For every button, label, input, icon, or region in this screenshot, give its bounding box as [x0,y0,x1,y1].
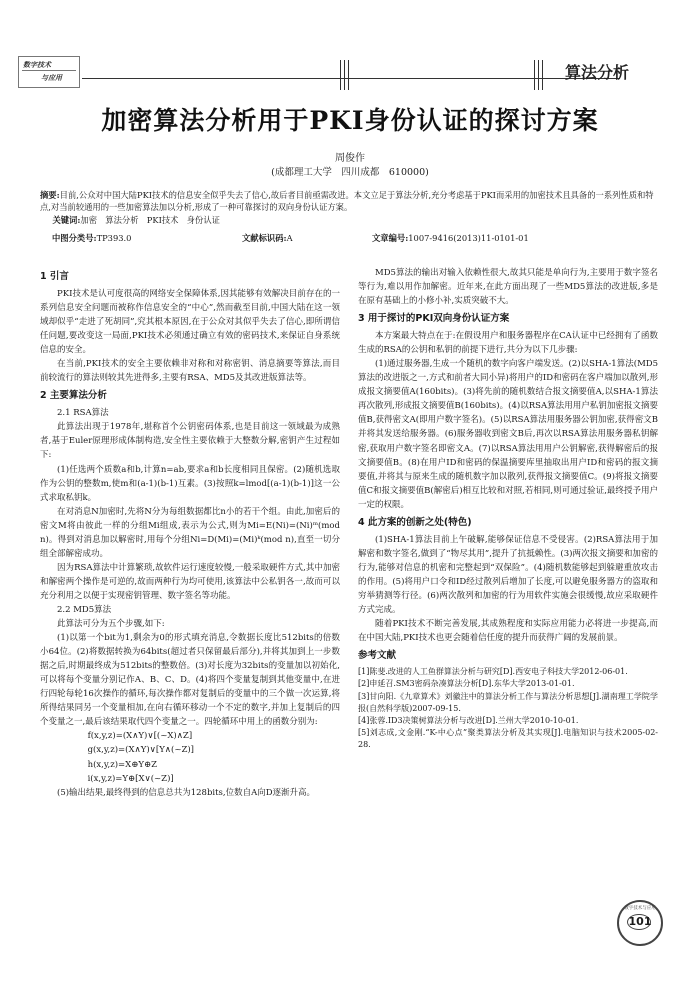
page-number: 101 [628,915,652,928]
page-header [0,0,700,95]
reference-item: [2]申延召.SM3密码杂凑算法分析[D].东华大学2013-01-01. [358,679,575,689]
heading-scheme: 3 用于探讨的PKI双向身份认证方案 [358,313,510,325]
journal-logo [18,56,80,88]
heading-introduction: 1 引言 [40,271,69,282]
header-bar-marks-right [534,60,562,90]
article-author: 周俊作 [335,153,365,164]
paragraph: PKI技术是认可度很高的网络安全保障体系,因其能够有效解决目前存在的一系列信息安全问题而被称作信息安全的“中心”,然而截至目前,中国大陆在这一领域却似乎“走进了死胡同”,究其根本原因,在于公众对其似乎失去了信心,即所谓信任问题,要改变这一局面,PKI技术必须通过确立有效的密码技术,来保证自身系统信息的安全。 [40,289,340,356]
keywords-label: 关键词: [52,214,81,225]
article-id-value: 1007-9416(2013)11-0101-01 [408,233,529,243]
reference-list [358,666,658,751]
logo-divider [22,70,76,71]
reference-item: [4]张蓉.ID3决策树算法分析与改进[D].兰州大学2010-10-01. [358,715,579,725]
paragraph: 此算法出现于1978年,堪称首个公钥密码体系,也是目前这一领域最为成熟者,基于Euler原理形成体制构造,安全性主要依赖于大整数分解,密钥产生过程如下: [40,422,340,461]
section-label: 算法分析 [565,63,630,82]
article-title: 加密算法分析用于PKI身份认证的探讨方案 [101,106,599,135]
page-number-badge [617,900,663,946]
paragraph: (1)任选两个质数a和b,计算n=ab,要求a和b长度相同且保密。(2)随机选取作为公钥的整数m,使m和(a-1)(b-1)互素。(3)按照k=lmod[(a-1)(b-1)]这一公式求取私钥k。 [40,464,340,503]
heading-algorithms: 2 主要算法分析 [40,390,107,402]
heading-innovation: 4 此方案的创新之处(特色) [358,516,472,528]
abstract-text: 目前,公众对中国大陆PKI技术的信息安全似乎失去了信心,故后者目前亟需改进。本文立足于算法分析,充分考虑基于PKI而采用的加密技术且具备的一系列性质和特点,对当前较通用的一些加密算法加以分析,形成了一种可靠探讨的双向身份认证方案。 [40,190,654,213]
article-id [372,232,529,244]
clc-number [52,232,131,244]
subheading-md5: 2.2 MD5算法 [57,604,112,615]
reference-item: [3]甘向阳.《九章算术》刘徽注中的算法分析工作与算法分析思想[J].湖南理工学院学报(自然科学版)2007-09-15. [358,691,658,713]
journal-logo-line1: 数字技术 [23,60,51,69]
keywords [40,214,660,226]
paragraph: 在对消息N加密时,先将N分为每组数据都比n小的若干个组。由此,加密后的密文M将由彼此一样的分组Mi组成,表示为公式,则为Mi=E(Ni)=(Ni)ᵐ(mod n)。得到对消息加以解密时,用每个分组Ni=D(Mi)=(Mi)ᵏ(mod n),直至一切分组全部解密成功。 [40,506,340,559]
clc-label: 中图分类号: [52,233,97,243]
paragraph: 在当前,PKI技术的安全主要依赖非对称和对称密钥、消息摘要等算法,而目前较流行的算法则较其先进得多,主要有RSA、MD5及其改进版算法等。 [40,359,340,384]
paragraph: 此算法可分为五个步骤,如下: [57,619,165,630]
paragraph: 随着PKI技术不断完善发展,其成熟程度和实际应用能力必将进一步提高,而在中国大陆,PKI技术也更会随着信任度的提升而获得广阔的发展前景。 [358,619,658,644]
paragraph: 本方案最大特点在于:在假设用户和服务器程序在CA认证中已经拥有了函数生成的RSA的公钥和私钥的前提下进行,共分为以下几步骤: [358,331,658,356]
article-affiliation: (成都理工大学 四川成都 610000) [271,167,429,178]
paragraph: (1)通过服务器,生成一个随机的数字向客户端发送。(2)以SHA-1算法(MD5算法的改进版之一,方式和前者大同小异)将用户的ID和密码在客户端加以散列,形成报文摘要值A(160bits)。(3)将先前的随机数结合报文摘要值A,以SHA-1算法再次散列,形成报文摘要值B(160bits)。(4)以RSA算法用用户私钥加密报文摘要值B,获得密文A(即用户数字签名)。(5)以RSA算法用服务器公钥加密,获得密文B并将其发送给服务器。(6)服务器收到密文B后,再次以RSA算法用服务器私钥解密,获取用户数字签名即密文A。(7)以RSA算法用用户公钥解密,获得解密后的报文摘要值B。(8)在用户ID和密码的保温摘要库里抽取出用户ID和密码的报文摘要值,并将其与原来生成的随机数字加以散列,获得报文摘要值C。(9)将报文摘要值C和报文摘要值B(解密后)相互比较和对照,若相同,则可通过验证,最终授予用户一定的权限。 [358,359,658,510]
keywords-text: 加密 算法分析 PKI技术 身份认证 [80,214,220,225]
paragraph: MD5算法的输出对输入依赖性很大,故其只能是单向行为,主要用于数字签名等行为,难以用作加解密。近年来,在此方面出现了一些MD5算法的改进版,多是在原有基础上的小修小补,实质突破不大。 [358,268,658,307]
badge-text: 数字技术与应用 [624,906,656,911]
doc-label: 文献标识码: [242,233,287,243]
paragraph: (1)以第一个bit为1,剩余为0的形式填充消息,令数据长度比512bits的倍数小64位。(2)将数据转换为64bits(超过者只保留最后部分),并将其加到上一步数据之后,时期最终成为512bits的整数倍。(3)对长度为32bits的变量加以初始化,可以将每个变量分别记作A、B、C、D。(4)将四个变量复制到其他变量中,在进行四轮每轮16次操作的循环,每次操作都对复制后的变量中的三个做一次运算,将所得结果同另一个变量相加,在向右循环移动一个不定的数字,并加上复制后的四个变量之一,最后该结果取代四个变量之一。四轮循环中用上的函数分别为: [40,633,340,728]
header-bar-marks-left [340,60,368,90]
article-id-label: 文章编号: [372,233,409,243]
formula-g: g(x,y,z)=(X∧Y)∨[Y∧(~Z)] [87,745,195,756]
abstract [40,189,660,214]
paragraph: 因为RSA算法中计算繁琐,故软件运行速度较慢,一般采取硬件方式,其中加密和解密两个操作是可逆的,故而两种行为均可使用,该算法中公私钥各一,故而可以充分利用之以便于实现密钥管理、数字签名等功能。 [40,562,340,601]
paragraph: (5)输出结果,最终得到的信息总共为128bits,位数自A向D逐渐升高。 [57,787,316,798]
clc-value: TP393.0 [96,233,132,243]
doc-value: A [286,233,293,243]
heading-references: 参考文献 [358,650,397,662]
formula-h: h(x,y,z)=X⊕Y⊕Z [87,759,157,770]
abstract-block [40,189,660,226]
abstract-label: 摘要: [40,190,60,200]
formula-i: i(x,y,z)=Y⊕[X∨(~Z)] [87,773,174,784]
paragraph: (1)SHA-1算法目前上午破解,能够保证信息不受侵害。(2)RSA算法用于加解密和数字签名,做到了“物尽其用”,提升了抗抵赖性。(3)两次报文摘要和加密的行为,能够对信息的机密和完整起到“双保险”。(4)随机数能够起到躲避重放攻击的作用。(5)将用户口令和ID经过散列后增加了长度,可以避免服务器方的盗取和穷举猜测等行径。(6)两次散列和加密的行为用软件实施会很缓慢,故应采取硬件方式完成。 [358,534,658,615]
reference-item: [5]刘志成,文金刚.“K-中心点”聚类算法分析及其实现[J].电脑知识与技术2005-02-28. [358,728,658,750]
reference-item: [1]陈斐.改进的人工鱼群算法分析与研究[D].西安电子科技大学2012-06-01. [358,667,628,677]
subheading-rsa: 2.1 RSA算法 [57,408,109,419]
right-column [358,266,658,752]
journal-logo-line2: 与应用 [41,73,62,82]
formula-f: f(x,y,z)=(X∧Y)∨[(~X)∧Z] [87,731,193,742]
left-column [40,266,340,800]
doc-code [242,232,293,244]
